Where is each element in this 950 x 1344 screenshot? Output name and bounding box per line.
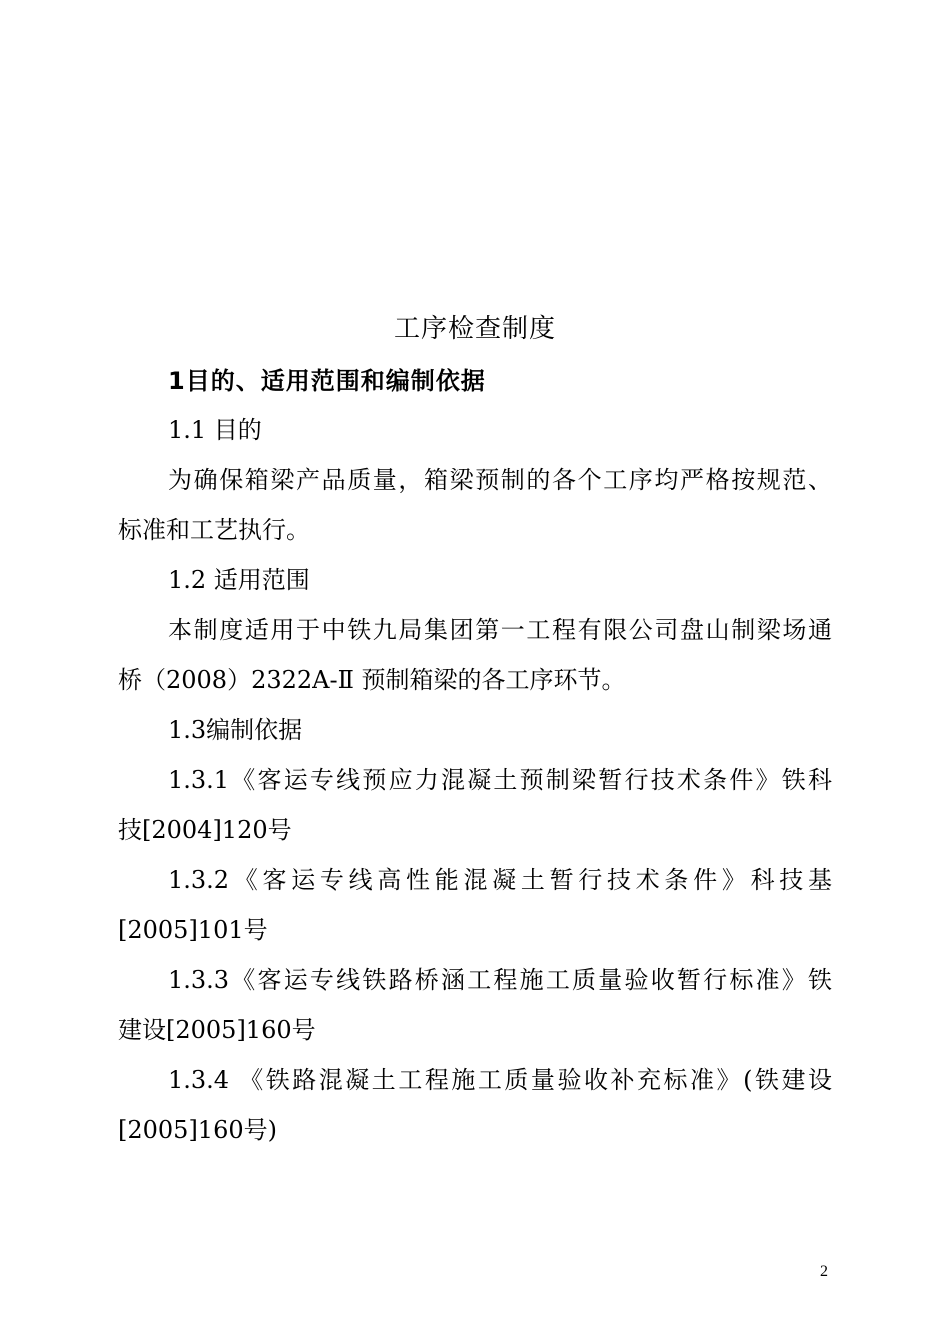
- reference-1-3-1-line-1: 1.3.1《客运专线预应力混凝土预制梁暂行技术条件》铁科: [168, 766, 832, 794]
- section-1-heading: 1目的、适用范围和编制依据: [168, 367, 486, 395]
- section-1-1-paragraph-line-2: 标准和工艺执行。: [118, 516, 310, 544]
- section-1-1-paragraph-line-1: 为确保箱梁产品质量，箱梁预制的各个工序均严格按规范、: [168, 466, 832, 494]
- document-title: 工序检查制度: [393, 314, 556, 344]
- reference-1-3-3-line-2: 建设[2005]160号: [118, 1016, 316, 1044]
- reference-1-3-4-line-2: [2005]160号): [118, 1116, 277, 1144]
- section-1-1-heading: 1.1 目的: [168, 416, 262, 444]
- section-1-2-paragraph-line-2: 桥（2008）2322A-Ⅱ 预制箱梁的各工序环节。: [118, 666, 626, 694]
- reference-1-3-3-line-1: 1.3.3《客运专线铁路桥涵工程施工质量验收暂行标准》铁: [168, 966, 832, 994]
- reference-1-3-1-line-2: 技[2004]120号: [118, 816, 292, 844]
- page-number: 2: [820, 1263, 828, 1280]
- reference-1-3-4-line-1: 1.3.4 《铁路混凝土工程施工质量验收补充标准》(铁建设: [168, 1066, 832, 1094]
- reference-1-3-2-line-1: 1.3.2《客运专线高性能混凝土暂行技术条件》科技基: [168, 866, 832, 894]
- section-1-3-heading: 1.3编制依据: [168, 716, 303, 744]
- reference-1-3-2-line-2: [2005]101号: [118, 916, 268, 944]
- section-1-2-heading: 1.2 适用范围: [168, 566, 310, 594]
- section-1-2-paragraph-line-1: 本制度适用于中铁九局集团第一工程有限公司盘山制梁场通: [168, 616, 832, 644]
